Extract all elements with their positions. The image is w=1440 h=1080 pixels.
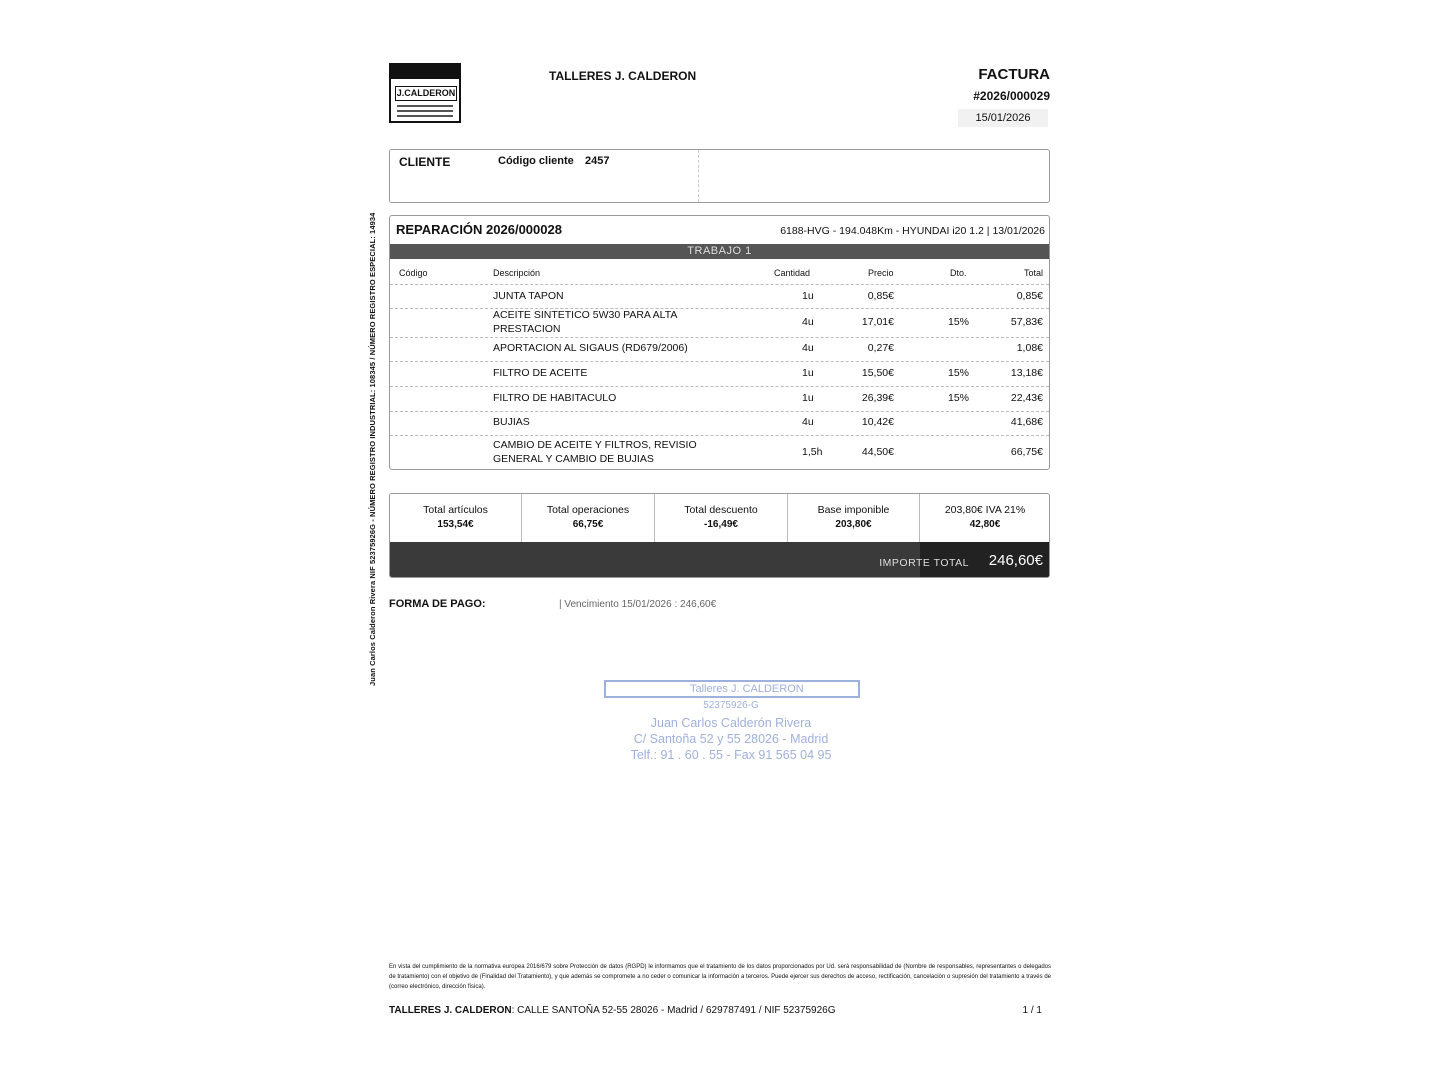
item-price: 26,39€ — [861, 391, 894, 404]
document-date: 15/01/2026 — [958, 109, 1048, 127]
footer-address: : CALLE SANTOÑA 52-55 28026 - Madrid / 629787491 / NIF 52375926G — [511, 1005, 836, 1016]
item-quantity: 1u — [802, 391, 814, 404]
line-item-row — [390, 386, 1049, 412]
client-label: CLIENTE — [399, 155, 451, 169]
total-discount-value: -16,49€ — [704, 519, 738, 530]
total-items-label: Total artículos — [423, 504, 488, 516]
column-code: Código — [399, 268, 428, 278]
header-divider — [390, 283, 1049, 285]
item-quantity: 1u — [802, 290, 814, 302]
line-item-row — [390, 411, 1049, 436]
totals-box — [389, 493, 1050, 578]
item-quantity: 4u — [802, 342, 814, 354]
document-type: FACTURA — [978, 66, 1050, 83]
footer — [389, 1005, 836, 1016]
item-quantity: 4u — [802, 315, 814, 328]
payment-info: | Vencimiento 15/01/2026 : 246,60€ — [559, 599, 717, 610]
stamp-line-1: Talleres J. CALDERON — [690, 683, 804, 695]
item-price: 44,50€ — [861, 445, 894, 458]
client-box — [389, 149, 1050, 203]
item-total: 66,75€ — [1010, 445, 1043, 458]
item-description: BUJIAS — [493, 416, 530, 428]
item-discount: 15% — [948, 315, 970, 328]
payment-label: FORMA DE PAGO: — [389, 598, 486, 610]
work-label: TRABAJO 1 — [390, 244, 1049, 259]
page-counter: 1 / 1 — [1022, 1005, 1042, 1016]
total-discount-label: Total descuento — [684, 504, 758, 516]
stamp-line-4: C/ Santoña 52 y 55 28026 - Madrid — [633, 732, 829, 746]
company-name: TALLERES J. CALDERON — [549, 69, 697, 83]
item-description: JUNTA TAPON — [493, 290, 564, 302]
vat — [920, 494, 1050, 542]
tax-base-label: Base imponible — [817, 504, 890, 516]
item-discount: 15% — [948, 391, 970, 404]
item-quantity: 1u — [802, 366, 814, 379]
total-items-value: 153,54€ — [437, 519, 474, 530]
line-item-row — [390, 286, 1049, 309]
repair-title: REPARACIÓN 2026/000028 — [396, 222, 562, 237]
line-item-row — [390, 361, 1049, 387]
vat-value: 42,80€ — [969, 519, 1001, 530]
item-total: 22,43€ — [1010, 391, 1043, 404]
item-total: 13,18€ — [1010, 366, 1043, 379]
item-total: 57,83€ — [1010, 315, 1043, 328]
tax-base — [788, 494, 920, 542]
legal-notice: En vista del cumplimiento de la normativa europea 2016/679 sobre Protección de datos (RGPD) le informamos que el tratamiento de los datos proporcionados por Ud. será responsabilidad de (Nombre de responsables, representantes o delegados de tratamiento) con el objetivo de (Finalidad del Tratamiento), y que además se compromete a no ceder o comunicar la información a terceros. Puede ejercer sus derechos de acceso, rectificación, cancelación o supresión del tratamiento a través de (correo electrónico, dirección física). — [389, 964, 1051, 990]
item-description: FILTRO DE HABITACULO — [493, 391, 617, 404]
item-discount: 15% — [948, 366, 970, 379]
item-description: CAMBIO DE ACEITE Y FILTROS, REVISIO — [493, 438, 697, 451]
column-price: Precio — [868, 268, 894, 278]
column-discount: Dto. — [950, 268, 967, 278]
repair-info: 6188-HVG - 194.048Km - HYUNDAI i20 1.2 | 13/01/2026 — [780, 225, 1045, 237]
total-operations-label: Total operaciones — [546, 504, 630, 516]
total-operations-value: 66,75€ — [572, 519, 604, 530]
item-total: 41,68€ — [1010, 416, 1043, 428]
column-description: Descripción — [493, 268, 541, 278]
total-bar — [390, 542, 1049, 578]
company-stamp — [600, 676, 862, 766]
item-description: ACEITE SINTETICO 5W30 PARA ALTA — [493, 308, 678, 321]
footer-company: TALLERES J. CALDERON — [389, 1005, 512, 1016]
client-code: 2457 — [585, 155, 610, 167]
line-item-row — [390, 308, 1049, 338]
tax-base-value: 203,80€ — [835, 519, 872, 530]
item-description: FILTRO DE ACEITE — [493, 366, 588, 379]
document-number: #2026/000029 — [973, 89, 1050, 103]
line-item-row — [390, 435, 1049, 470]
item-quantity: 4u — [802, 416, 814, 428]
total-items — [390, 494, 522, 542]
item-total: 1,08€ — [1016, 342, 1043, 354]
client-code-label: Código cliente — [498, 155, 574, 167]
column-quantity: Cantidad — [774, 268, 811, 278]
vat-label: 203,80€ IVA 21% — [944, 504, 1026, 516]
item-quantity: 1,5h — [802, 445, 823, 458]
total-discount — [655, 494, 788, 542]
stamp-line-5: Telf.: 91 . 60 . 55 - Fax 91 565 04 95 — [630, 748, 832, 762]
item-price: 0,85€ — [867, 290, 894, 302]
item-price: 10,42€ — [861, 416, 894, 428]
item-price: 15,50€ — [861, 366, 894, 379]
company-logo — [389, 63, 461, 123]
total-operations — [522, 494, 655, 542]
grand-total-value: 246,60€ — [988, 552, 1043, 569]
repair-box — [389, 215, 1050, 470]
item-price: 0,27€ — [867, 342, 894, 354]
item-description-cont: GENERAL Y CAMBIO DE BUJIAS — [493, 452, 654, 465]
stamp-line-2: 52375926-G — [703, 700, 759, 711]
stamp-line-3: Juan Carlos Calderón Rivera — [650, 716, 812, 730]
item-description: APORTACION AL SIGAUS (RD679/2006) — [493, 342, 688, 354]
logo-text: J.CALDERON — [395, 86, 457, 101]
line-item-row — [390, 337, 1049, 362]
grand-total-label: IMPORTE TOTAL — [879, 557, 969, 569]
item-total: 0,85€ — [1016, 290, 1043, 302]
column-total: Total — [1023, 268, 1043, 278]
item-price: 17,01€ — [861, 315, 894, 328]
side-registration-text: Juan Carlos Calderon Rivera NIF 52375926G - NÚMERO REGISTRO INDUSTRIAL: 108345 / NÚMERO REGISTRO ESPECIAL: 14934 — [368, 212, 377, 686]
item-description-cont: PRESTACION — [493, 322, 561, 335]
